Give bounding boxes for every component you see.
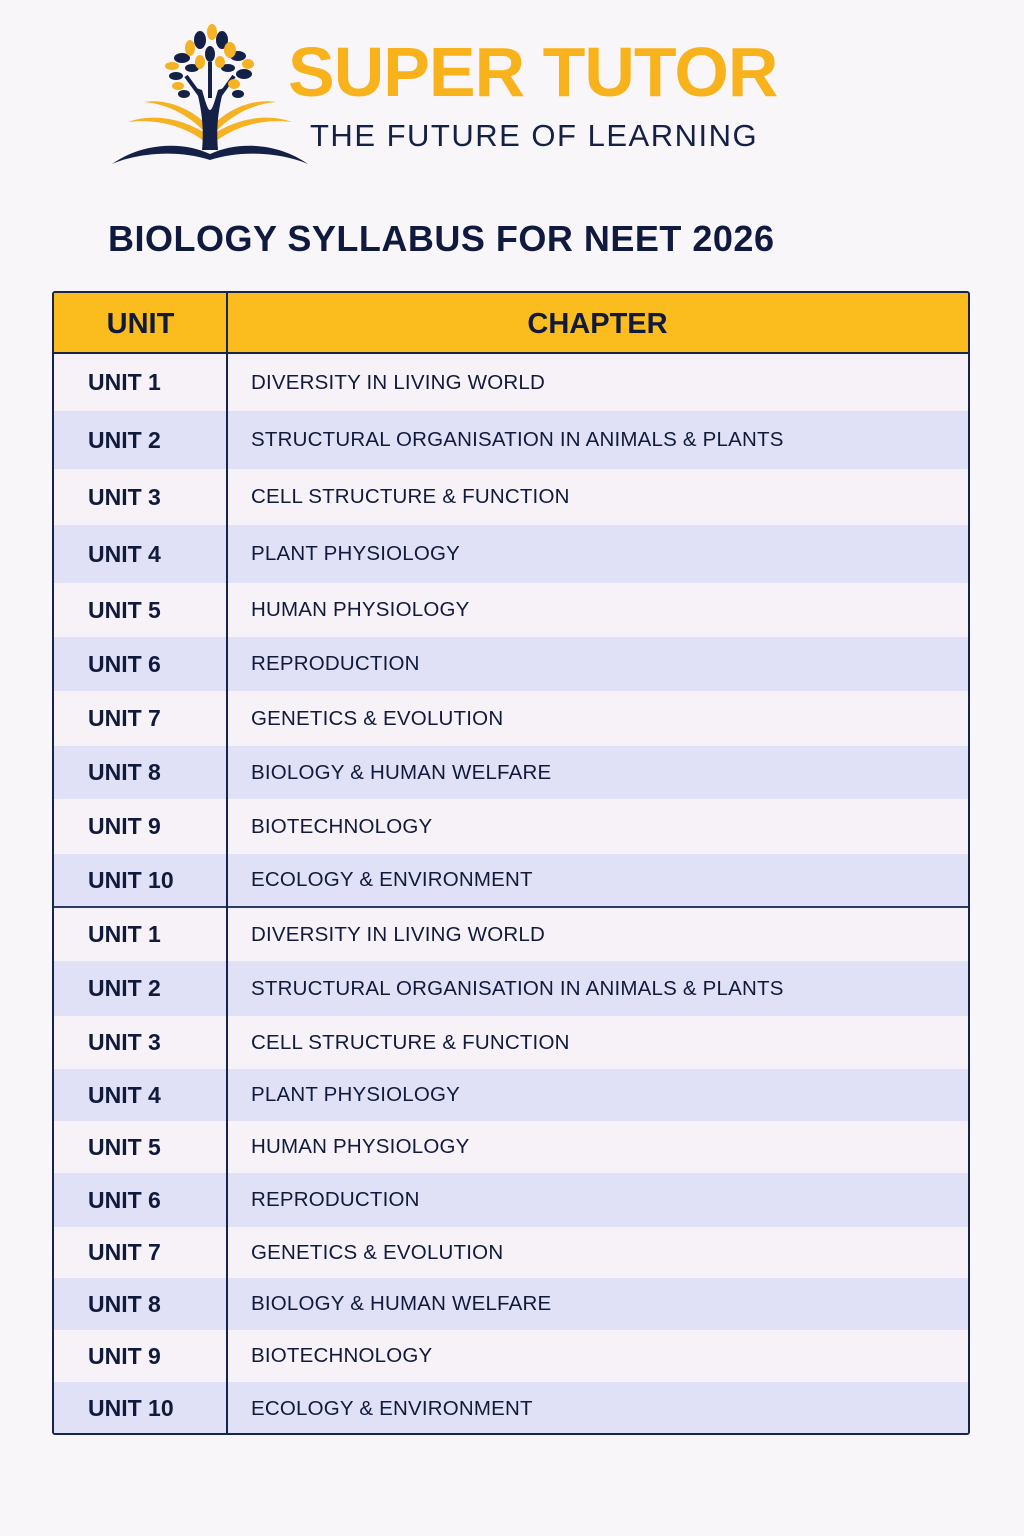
chapter-cell: CELL STRUCTURE & FUNCTION bbox=[251, 485, 570, 508]
table-row bbox=[54, 854, 968, 906]
chapter-cell: ECOLOGY & ENVIRONMENT bbox=[251, 1396, 533, 1420]
table-row bbox=[54, 1121, 968, 1173]
unit-cell: UNIT 9 bbox=[88, 813, 161, 839]
table-row bbox=[54, 1016, 968, 1069]
table-row bbox=[54, 1382, 968, 1435]
chapter-cell: STRUCTURAL ORGANISATION IN ANIMALS & PLANTS bbox=[251, 428, 784, 451]
unit-cell: UNIT 5 bbox=[88, 1133, 161, 1160]
brand-tagline: THE FUTURE OF LEARNING bbox=[310, 118, 759, 153]
unit-cell: UNIT 4 bbox=[88, 540, 161, 567]
chapter-cell: CELL STRUCTURE & FUNCTION bbox=[251, 1030, 570, 1054]
table-row bbox=[54, 637, 968, 691]
table-row bbox=[54, 469, 968, 525]
chapter-cell: BIOTECHNOLOGY bbox=[251, 1344, 433, 1367]
chapter-cell: GENETICS & EVOLUTION bbox=[251, 1240, 504, 1264]
column-divider bbox=[226, 293, 228, 1433]
tree-on-open-book-icon bbox=[110, 18, 310, 168]
table-header bbox=[54, 293, 968, 354]
table-row bbox=[54, 411, 968, 469]
unit-cell: UNIT 7 bbox=[88, 1239, 161, 1265]
syllabus-table bbox=[52, 291, 970, 1435]
table-row bbox=[54, 961, 968, 1016]
column-header-chapter: CHAPTER bbox=[527, 308, 668, 340]
chapter-cell: HUMAN PHYSIOLOGY bbox=[251, 598, 470, 621]
table-row bbox=[54, 1330, 968, 1382]
chapter-cell: DIVERSITY IN LIVING WORLD bbox=[251, 370, 545, 394]
unit-cell: UNIT 1 bbox=[88, 369, 161, 395]
unit-cell: UNIT 2 bbox=[88, 975, 161, 1001]
unit-cell: UNIT 1 bbox=[88, 921, 161, 947]
table-row bbox=[54, 583, 968, 637]
unit-cell: UNIT 10 bbox=[88, 866, 174, 893]
chapter-cell: HUMAN PHYSIOLOGY bbox=[251, 1135, 470, 1158]
group-divider bbox=[54, 906, 968, 908]
chapter-cell: DIVERSITY IN LIVING WORLD bbox=[251, 922, 545, 946]
table-row bbox=[54, 1227, 968, 1278]
brand-header bbox=[110, 18, 910, 168]
chapter-cell: PLANT PHYSIOLOGY bbox=[251, 542, 461, 565]
chapter-cell: STRUCTURAL ORGANISATION IN ANIMALS & PLANTS bbox=[251, 976, 784, 1000]
chapter-cell: BIOLOGY & HUMAN WELFARE bbox=[251, 760, 552, 784]
unit-cell: UNIT 5 bbox=[88, 596, 161, 623]
brand-name: SUPER TUTOR bbox=[288, 33, 778, 111]
page-title: BIOLOGY SYLLABUS FOR NEET 2026 bbox=[108, 218, 775, 259]
unit-cell: UNIT 6 bbox=[88, 650, 161, 677]
table-row bbox=[54, 799, 968, 854]
unit-cell: UNIT 7 bbox=[88, 705, 161, 731]
unit-cell: UNIT 10 bbox=[88, 1395, 174, 1421]
table-row bbox=[54, 1173, 968, 1227]
unit-cell: UNIT 8 bbox=[88, 759, 161, 785]
table-row bbox=[54, 525, 968, 583]
table-row bbox=[54, 691, 968, 746]
unit-cell: UNIT 8 bbox=[88, 1290, 161, 1317]
unit-cell: UNIT 3 bbox=[88, 483, 161, 510]
unit-cell: UNIT 4 bbox=[88, 1081, 161, 1108]
chapter-cell: ECOLOGY & ENVIRONMENT bbox=[251, 868, 533, 891]
unit-cell: UNIT 3 bbox=[88, 1029, 161, 1055]
table-row bbox=[54, 1069, 968, 1121]
unit-cell: UNIT 2 bbox=[88, 426, 161, 453]
unit-cell: UNIT 6 bbox=[88, 1186, 161, 1213]
chapter-cell: PLANT PHYSIOLOGY bbox=[251, 1083, 461, 1106]
chapter-cell: REPRODUCTION bbox=[251, 652, 420, 675]
table-row bbox=[54, 908, 968, 961]
column-header-unit: UNIT bbox=[106, 308, 175, 340]
chapter-cell: REPRODUCTION bbox=[251, 1188, 420, 1211]
table-row bbox=[54, 354, 968, 411]
chapter-cell: BIOLOGY & HUMAN WELFARE bbox=[251, 1292, 552, 1315]
unit-cell: UNIT 9 bbox=[88, 1342, 161, 1369]
table-row bbox=[54, 746, 968, 799]
chapter-cell: BIOTECHNOLOGY bbox=[251, 814, 433, 838]
table-row bbox=[54, 1278, 968, 1330]
chapter-cell: GENETICS & EVOLUTION bbox=[251, 706, 504, 730]
